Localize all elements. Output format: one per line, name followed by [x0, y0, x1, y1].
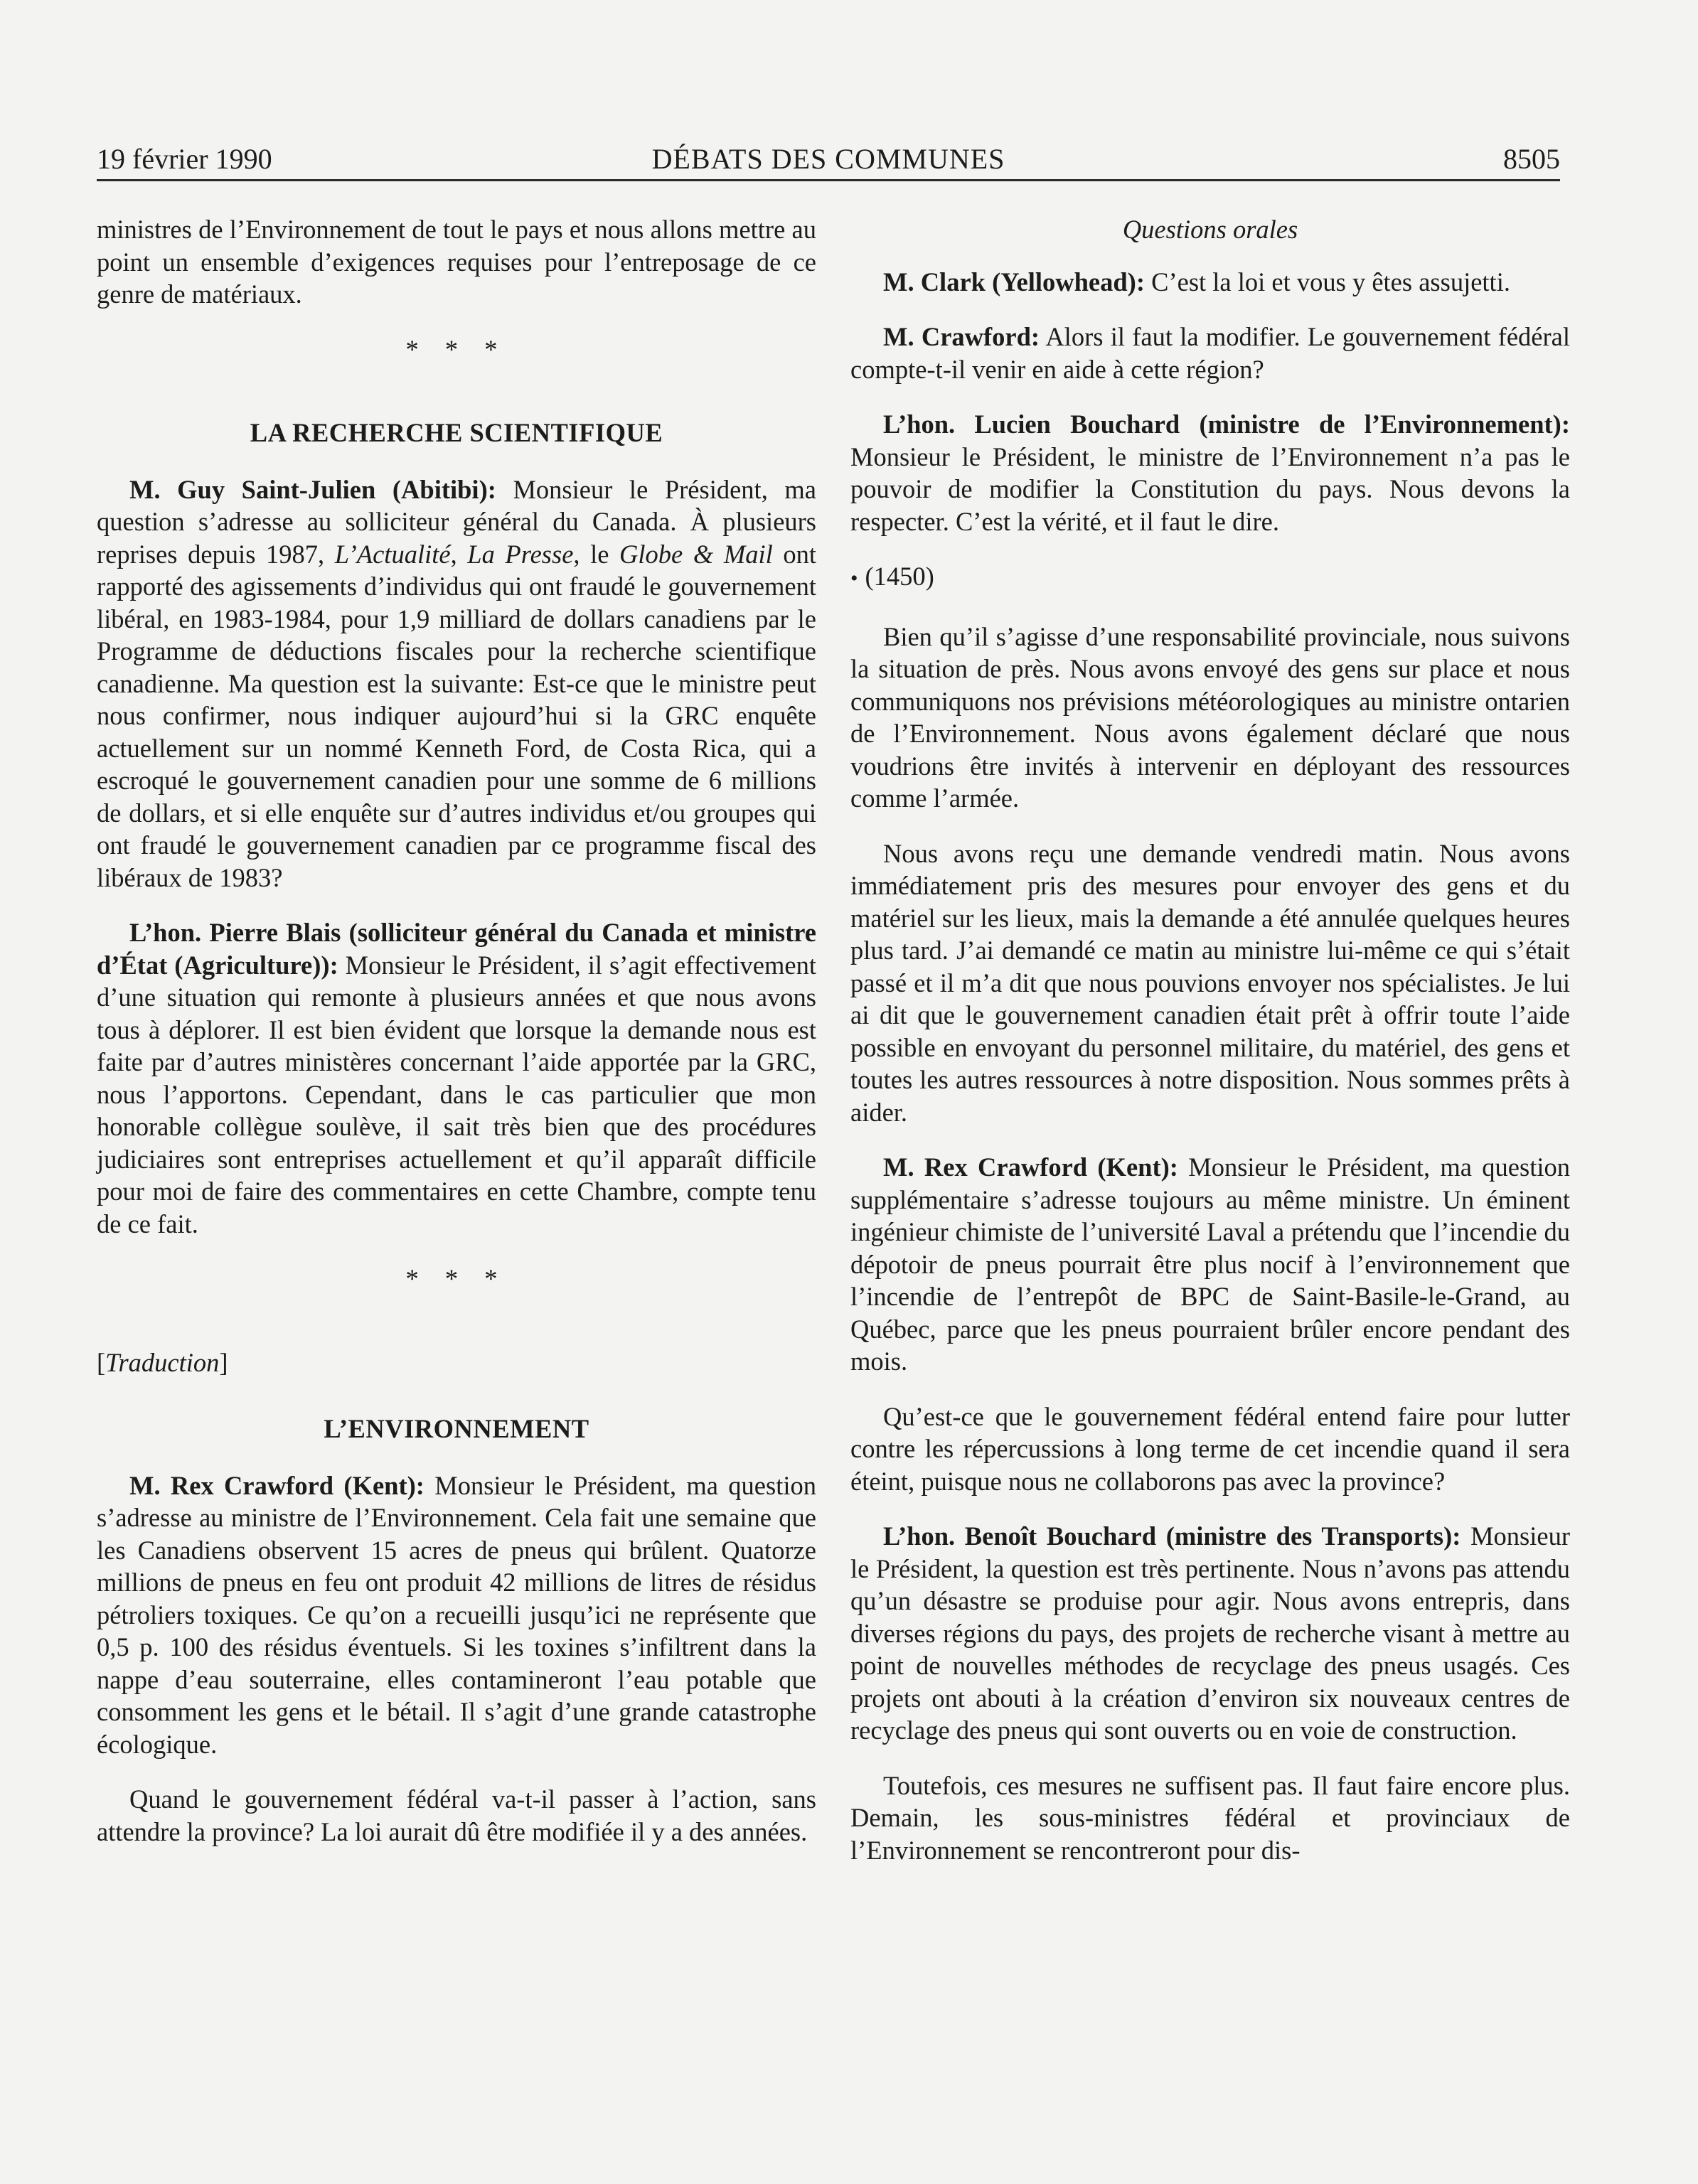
header-date: 19 février 1990: [97, 143, 272, 175]
speaker-name: L’hon. Benoît Bouchard (ministre des Transports):: [883, 1521, 1461, 1551]
speech-paragraph: [97, 916, 816, 1240]
section-heading: LA RECHERCHE SCIENTIFIQUE: [250, 418, 663, 447]
speaker-name: L’hon. Lucien Bouchard (ministre de l’Environnement):: [883, 410, 1570, 439]
left-column: [97, 213, 816, 1870]
bracket: ]: [219, 1347, 228, 1377]
paragraph: Bien qu’il s’agisse d’une responsabilité provinciale, nous suivons la situation de près. Nous avons envoyé des gens sur place et nous communiquons nos prévisions météorologiques au ministre ontarien de l’Environnement. Nous avons également déclaré que nous voudrions être invités à intervenir en déployant des ressources comme l’armée.: [850, 621, 1570, 813]
speech-paragraph: [850, 266, 1570, 299]
speech-text: Monsieur le Président, ma question s’adresse au solliciteur général du Canada. À plusieurs reprises depuis 1987,: [97, 474, 816, 569]
speaker-name: M. Guy Saint-Julien (Abitibi):: [129, 474, 496, 504]
speaker-name: M. Rex Crawford (Kent):: [129, 1470, 424, 1500]
publication-title: L’Actualité: [334, 539, 451, 569]
translation-label: Traduction: [105, 1347, 220, 1377]
speech-paragraph: [97, 473, 816, 894]
speech-text: C’est la loi et vous y êtes assujetti.: [1145, 267, 1510, 296]
right-column: [850, 213, 1570, 1889]
paragraph: Qu’est-ce que le gouvernement fédéral entend faire pour lutter contre les répercussions à long terme de cet incendie quand il sera éteint, puisque nous ne collaborons pas avec la province?: [850, 1401, 1570, 1496]
section-separator: * * *: [405, 1264, 508, 1293]
time-stamp-text: (1450): [865, 562, 934, 591]
speech-paragraph: [850, 1151, 1570, 1378]
paragraph: Quand le gouvernement fédéral va-t-il passer à l’action, sans attendre la province? La loi aurait dû être modifiée il y a des années.: [97, 1784, 816, 1846]
speech-paragraph: [97, 1470, 816, 1761]
journal-title: DÉBATS DES COMMUNES: [651, 143, 1005, 175]
speech-paragraph: [850, 321, 1570, 385]
speech-text: Alors il faut la modifier. Le gouvernement fédéral compte-t-il venir en aide à cette région?: [850, 322, 1571, 384]
speaker-name: M. Rex Crawford (Kent):: [883, 1152, 1178, 1182]
speaker-name: L’hon. Pierre Blais (solliciteur général du Canada et ministre d’État (Agriculture)):: [97, 918, 816, 980]
publication-title: La Presse: [467, 539, 574, 569]
bullet-icon: •: [850, 567, 858, 590]
speaker-name: M. Clark (Yellowhead):: [883, 267, 1145, 296]
publication-title: Globe & Mail: [619, 539, 773, 569]
section-heading: L’ENVIRONNEMENT: [324, 1414, 589, 1443]
speech-text: , le: [573, 539, 620, 569]
speech-text: Monsieur le Président, ma question s’adresse au ministre de l’Environnement. Cela fait une semaine que les Canadiens observent 15 acres de pneus qui brûlent. Quatorze millions de pneus en feu ont produit 42 millions de litres de résidus pétroliers toxiques. Ce qu’on a recueilli jusqu’ici ne représente que 0,5 p. 100 des résidus éventuels. Si les toxines s’infiltrent dans la nappe d’eau souterraine, elles contamineront l’eau potable que consomment les gens et le bétail. Il s’agit d’une grande catastrophe écologique.: [97, 1470, 816, 1759]
speech-text: Monsieur le Président, la question est très pertinente. Nous n’avons pas attendu qu’un désastre se produise pour agir. Nous avons entrepris, dans diverses régions du pays, des projets de recherche visant à mettre au point de nouvelles méthodes de recyclage des pneus usagés. Ces projets ont abouti à la création d’environ six nouveaux centres de recyclage des pneus qui sont ouverts ou en voie de construction.: [850, 1521, 1570, 1745]
page-header: [97, 142, 1560, 181]
section-separator: * * *: [405, 334, 508, 364]
speech-paragraph: [850, 1520, 1570, 1747]
speech-text: ont rapporté des agissements d’individus qui ont fraudé le gouvernement libéral, en 1983-1984, pour 1,9 milliard de dollars canadiens par le Programme de déductions fiscales pour la recherche scientifique canadienne. Ma question est la suivante: Est-ce que le ministre peut nous confirmer, nous indiquer aujourd’hui si la GRC enquête actuellement sur un nommé Kenneth Ford, de Costa Rica, qui a escroqué le gouvernement canadien pour une somme de 6 millions de dollars, et si elle enquête sur d’autres individus et/ou groupes qui ont fraudé le gouvernement canadien par ce programme fiscal des libéraux de 1983?: [97, 539, 816, 892]
speech-text: ,: [450, 539, 468, 569]
paragraph: ministres de l’Environnement de tout le pays et nous allons mettre au point un ensemble d’exigences requises pour l’entreposage de ce genre de matériaux.: [97, 215, 816, 309]
speech-paragraph: [850, 408, 1570, 537]
paragraph: Nous avons reçu une demande vendredi matin. Nous avons immédiatement pris des mesures pour envoyer des gens et du matériel sur les lieux, mais la demande a été annulée quelques heures plus tard. J’ai demandé ce matin au ministre lui-même ce qui s’était passé et il m’a dit que nous pouvions envoyer nos spécialistes. Je lui ai dit que le gouvernement canadien était prêt à offrir toute l’aide possible en envoyant du personnel militaire, du matériel, des gens et toutes les autres ressources à notre disposition. Nous sommes prêts à aider.: [850, 838, 1570, 1127]
bracket: [: [97, 1347, 106, 1377]
speech-text: Monsieur le Président, le ministre de l’Environnement n’a pas le pouvoir de modifier la Constitution du pays. Nous devons la respecter. C’est la vérité, et il faut le dire.: [850, 441, 1570, 536]
paragraph: Toutefois, ces mesures ne suffisent pas. Il faut faire encore plus. Demain, les sous-ministres fédéral et provinciaux de l’Environnement se rencontreront pour dis-: [850, 1770, 1570, 1865]
running-head: Questions orales: [1122, 215, 1298, 244]
page-number: 8505: [1503, 143, 1560, 175]
translation-note: [97, 1347, 816, 1379]
speech-text: Monsieur le Président, il s’agit effectivement d’une situation qui remonte à plusieurs années et que nous avons tous à déplorer. Il est bien évident que lorsque la demande nous est faite par d’autres ministères concernant l’aide apportée par la GRC, nous l’apportons. Cependant, dans le cas particulier que mon honorable collègue soulève, il sait très bien que des procédures judiciaires sont entreprises actuellement et qu’il apparaît difficile pour moi de faire des commentaires en cette Chambre, compte tenu de ce fait.: [97, 950, 816, 1238]
speech-text: Monsieur le Président, ma question supplémentaire s’adresse toujours au même ministre. Un éminent ingénieur chimiste de l’université Laval a prétendu que l’incendie du dépotoir de pneus pourrait être plus nocif à l’environnement que l’incendie de l’entrepôt de BPC de Saint-Basile-le-Grand, au Québec, parce que les pneus pourraient brûler encore pendant des mois.: [850, 1152, 1570, 1376]
speaker-name: M. Crawford:: [883, 322, 1040, 351]
time-stamp: [850, 560, 1570, 595]
